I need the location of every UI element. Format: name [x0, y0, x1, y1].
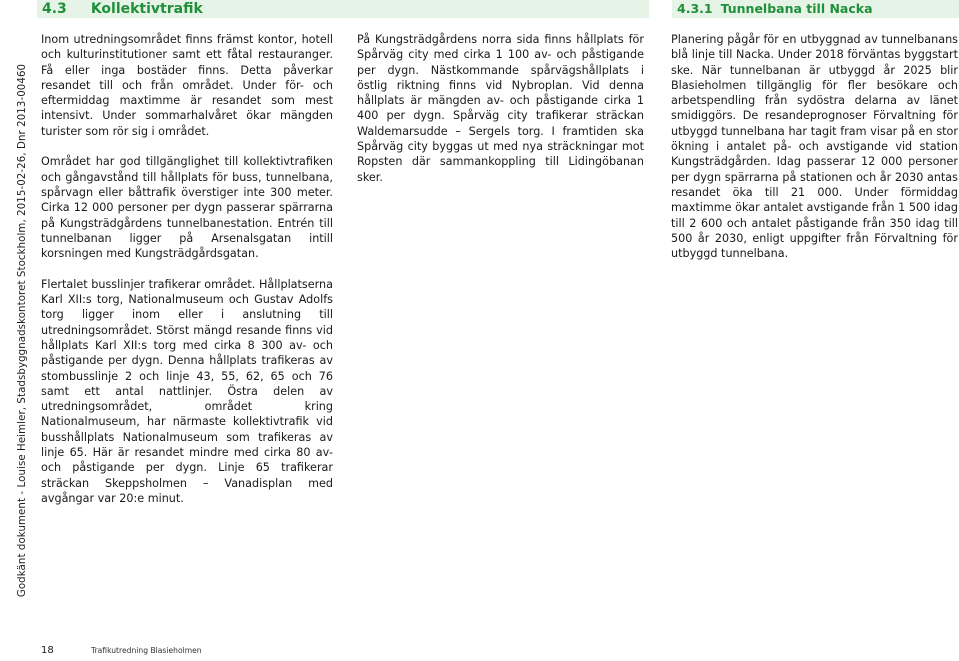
subsection-heading-tunnelbana: [672, 0, 959, 18]
approval-stamp-text: Godkänt dokument - Louise Heimler, Stadsbyggnadskontoret Stockholm, 2015-02-26, Dnr 2013-00460: [17, 63, 28, 598]
paragraph-sparvag-city: På Kungsträdgårdens norra sida finns hållplats för Spårväg city med cirka 1 100 av- och påstigande per dygn. Nästkommande spårvägshållplats i östlig riktning finns vid Nybroplan. Vid denna hållplats är mängden av- och påstigande cirka 1 400 per dygn. Spårväg city trafikerar sträckan Waldemarsudde – Sergels torg. I framtiden ska Spårväg city byggas ut med nya sträckningar mot Ropsten där sammankoppling till Lidingöbanan sker.: [357, 33, 644, 184]
section-heading-kollektivtrafik: [37, 0, 649, 18]
text-column-1: [41, 32, 333, 522]
approval-sidebar: [0, 0, 28, 661]
paragraph-bus-lines: Flertalet busslinjer trafikerar området. Hållplatserna Karl XII:s torg, Nationalmuseum och Gustav Adolfs torg ligger inom eller i anslutning till utredningsområdet. Störst mängd resande finns vid hållplats Karl XII:s torg med cirka 8 300 av- och påstigande per dygn. Denna hållplats trafikeras av stombusslinje 2 och linje 43, 55, 62, 65 och 76 samt ett antal nattlinjer. Östra delen av utredningsområdet, området kring Nationalmuseum, har närmaste kollektivtrafik vid busshållplats Nationalmuseum som trafikeras av linje 65. Här är resandet mindre med cirka 80 av- och påstigande per dygn. Linje 65 trafikerar sträckan Skeppsholmen – Vanadisplan med avgångar var 20:e minut.: [41, 277, 333, 505]
paragraph-accessibility: Området har god tillgänglighet till kollektivtrafiken och gångavstånd till hållplats för buss, tunnelbana, spårvagn eller båttrafik överstiger inte 300 meter. Cirka 12 000 personer per dygn passerar spärrarna på Kungsträdgårdens tunnelbanestation. Entrén till tunnelbanan ligger på Arsenalsgatan intill korsningen med Kungsträdgårdsgatan.: [41, 155, 333, 261]
text-column-3: [671, 32, 958, 277]
subsection-title: Tunnelbana till Nacka: [720, 1, 873, 16]
paragraph-area-description: Inom utredningsområdet finns främst kontor, hotell och kulturinstitutioner samt ett fåtal restauranger. Få eller inga bostäder finns. Detta påverkar resandet till och från området. Under för- och eftermiddag maxtimme är resandet som mest intensivt. Under sommarhalvåret ökar mängden turister som rör sig i området.: [41, 33, 333, 138]
paragraph-tunnelbana-nacka: Planering pågår för en utbyggnad av tunnelbanans blå linje till Nacka. Under 2018 förväntas byggstart ske. När tunnelbanan är utbyggd år 2025 blir Blasieholmen tillgänglig för fler besökare och arbetspendling från sydöstra delarna av länet smidiggörs. De resandeprognoser Förvaltning för utbyggd tunnelbana har tagit fram visar på en stor ökning i antalet på- och avstigande vid station Kungsträdgården. Idag passerar 12 000 personer per dygn spärrarna på stationen och år 2030 antas resandet öka till 21 000. Under förmiddag maxtimme ökar antalet avstigande från 1 500 idag till 2 600 och antalet påstigande från 350 idag till 500 år 2030, enligt uppgifter från Förvaltning för utbyggd tunnelbana.: [671, 33, 958, 261]
subsection-number: 4.3.1: [677, 1, 713, 16]
text-column-2: [357, 32, 644, 200]
section-number: 4.3: [42, 1, 67, 17]
page-number: 18: [41, 645, 54, 656]
document-title: Trafikutredning Blasieholmen: [91, 646, 202, 655]
page-footer: [41, 638, 202, 656]
section-title: Kollektivtrafik: [90, 1, 203, 17]
